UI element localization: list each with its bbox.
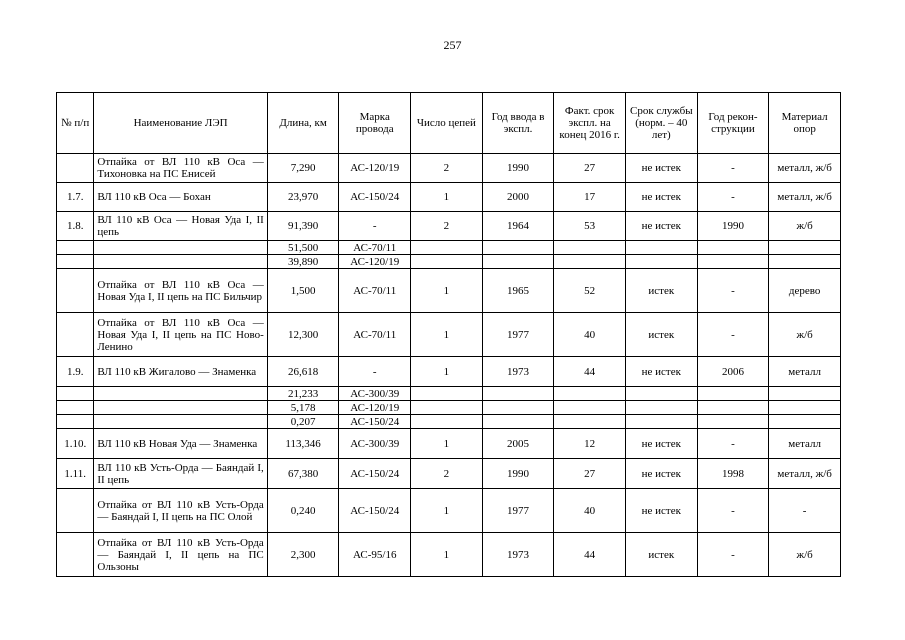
cell-circuits: 1 <box>411 313 483 357</box>
cell-wire-brand: АС-150/24 <box>339 183 411 212</box>
cell-number <box>57 415 94 429</box>
cell-line-name <box>94 387 267 401</box>
cell-length: 0,207 <box>267 415 339 429</box>
cell-number <box>57 489 94 533</box>
cell-actual-service <box>554 387 626 401</box>
cell-actual-service: 27 <box>554 459 626 489</box>
cell-service-life: не истек <box>625 459 697 489</box>
header-actual-service: Факт. срок экспл. на конец 2016 г. <box>554 93 626 154</box>
cell-circuits: 1 <box>411 183 483 212</box>
cell-service-life <box>625 241 697 255</box>
table-row <box>57 387 841 401</box>
cell-year-reconstruction: - <box>697 489 769 533</box>
header-length: Длина, км <box>267 93 339 154</box>
cell-length: 12,300 <box>267 313 339 357</box>
cell-year-commissioned: 1990 <box>482 154 554 183</box>
cell-service-life <box>625 255 697 269</box>
cell-length: 26,618 <box>267 357 339 387</box>
cell-number <box>57 533 94 577</box>
cell-wire-brand: АС-120/19 <box>339 401 411 415</box>
cell-service-life: истек <box>625 313 697 357</box>
cell-year-reconstruction: - <box>697 154 769 183</box>
cell-service-life <box>625 415 697 429</box>
cell-support-material: - <box>769 489 841 533</box>
cell-service-life: истек <box>625 269 697 313</box>
cell-support-material <box>769 401 841 415</box>
cell-line-name: Отпайка от ВЛ 110 кВ Оса — Тихоновка на ПС Енисей <box>94 154 267 183</box>
cell-length: 113,346 <box>267 429 339 459</box>
cell-number <box>57 241 94 255</box>
cell-wire-brand: АС-120/19 <box>339 154 411 183</box>
cell-wire-brand: АС-95/16 <box>339 533 411 577</box>
table-row <box>57 533 841 577</box>
cell-wire-brand: - <box>339 212 411 241</box>
cell-support-material: металл <box>769 357 841 387</box>
cell-length: 7,290 <box>267 154 339 183</box>
cell-length: 5,178 <box>267 401 339 415</box>
cell-wire-brand: - <box>339 357 411 387</box>
cell-year-reconstruction <box>697 241 769 255</box>
cell-year-commissioned: 1977 <box>482 313 554 357</box>
cell-actual-service <box>554 255 626 269</box>
cell-year-reconstruction: - <box>697 429 769 459</box>
cell-year-reconstruction: - <box>697 183 769 212</box>
cell-circuits: 2 <box>411 459 483 489</box>
power-lines-table <box>56 92 841 577</box>
cell-year-commissioned <box>482 387 554 401</box>
cell-line-name: Отпайка от ВЛ 110 кВ Усть-Орда — Баяндай I, II цепь на ПС Олой <box>94 489 267 533</box>
table-row <box>57 459 841 489</box>
header-line-name: Наименование ЛЭП <box>94 93 267 154</box>
cell-length: 21,233 <box>267 387 339 401</box>
header-year-commissioned: Год ввода в экспл. <box>482 93 554 154</box>
cell-year-commissioned <box>482 241 554 255</box>
cell-number <box>57 387 94 401</box>
cell-service-life: не истек <box>625 154 697 183</box>
cell-line-name: Отпайка от ВЛ 110 кВ Оса — Новая Уда I, II цепь на ПС Ново-Ленино <box>94 313 267 357</box>
cell-support-material: металл, ж/б <box>769 183 841 212</box>
cell-actual-service <box>554 415 626 429</box>
cell-actual-service: 17 <box>554 183 626 212</box>
table-header-row <box>57 93 841 154</box>
cell-length: 91,390 <box>267 212 339 241</box>
header-support-material: Материал опор <box>769 93 841 154</box>
cell-wire-brand: АС-150/24 <box>339 415 411 429</box>
cell-line-name: ВЛ 110 кВ Усть-Орда — Баяндай I, II цепь <box>94 459 267 489</box>
cell-actual-service: 40 <box>554 489 626 533</box>
header-wire-brand: Марка провода <box>339 93 411 154</box>
header-number: № п/п <box>57 93 94 154</box>
cell-service-life: не истек <box>625 212 697 241</box>
cell-support-material: ж/б <box>769 212 841 241</box>
cell-number <box>57 401 94 415</box>
cell-actual-service: 40 <box>554 313 626 357</box>
cell-number: 1.11. <box>57 459 94 489</box>
cell-year-commissioned: 1977 <box>482 489 554 533</box>
table-row <box>57 183 841 212</box>
cell-line-name <box>94 415 267 429</box>
cell-number <box>57 269 94 313</box>
cell-line-name: ВЛ 110 кВ Жигалово — Знаменка <box>94 357 267 387</box>
cell-year-reconstruction <box>697 255 769 269</box>
cell-wire-brand: АС-300/39 <box>339 429 411 459</box>
cell-circuits: 1 <box>411 429 483 459</box>
cell-length: 67,380 <box>267 459 339 489</box>
cell-year-commissioned: 2005 <box>482 429 554 459</box>
cell-wire-brand: АС-150/24 <box>339 489 411 533</box>
cell-circuits <box>411 401 483 415</box>
cell-actual-service: 44 <box>554 357 626 387</box>
cell-circuits: 2 <box>411 212 483 241</box>
cell-support-material: металл <box>769 429 841 459</box>
cell-support-material <box>769 255 841 269</box>
table-row <box>57 212 841 241</box>
cell-circuits <box>411 241 483 255</box>
cell-year-commissioned: 2000 <box>482 183 554 212</box>
cell-support-material <box>769 241 841 255</box>
cell-length: 39,890 <box>267 255 339 269</box>
cell-service-life <box>625 401 697 415</box>
cell-number <box>57 313 94 357</box>
cell-year-commissioned: 1965 <box>482 269 554 313</box>
cell-year-reconstruction: 2006 <box>697 357 769 387</box>
cell-length: 51,500 <box>267 241 339 255</box>
cell-circuits: 2 <box>411 154 483 183</box>
cell-line-name: Отпайка от ВЛ 110 кВ Усть-Орда — Баяндай I, II цепь на ПС Ользоны <box>94 533 267 577</box>
cell-support-material: ж/б <box>769 313 841 357</box>
cell-year-commissioned: 1973 <box>482 533 554 577</box>
header-service-life: Срок службы (норм. – 40 лет) <box>625 93 697 154</box>
cell-circuits: 1 <box>411 489 483 533</box>
cell-wire-brand: АС-150/24 <box>339 459 411 489</box>
cell-support-material <box>769 387 841 401</box>
table-row <box>57 415 841 429</box>
cell-line-name <box>94 401 267 415</box>
cell-length: 0,240 <box>267 489 339 533</box>
cell-line-name <box>94 255 267 269</box>
cell-year-reconstruction <box>697 415 769 429</box>
cell-service-life: не истек <box>625 429 697 459</box>
cell-service-life: не истек <box>625 489 697 533</box>
cell-service-life: истек <box>625 533 697 577</box>
cell-support-material: металл, ж/б <box>769 459 841 489</box>
cell-wire-brand: АС-70/11 <box>339 269 411 313</box>
cell-year-commissioned: 1973 <box>482 357 554 387</box>
cell-number: 1.7. <box>57 183 94 212</box>
header-year-reconstruction: Год рекон-струкции <box>697 93 769 154</box>
cell-circuits <box>411 387 483 401</box>
table-row <box>57 489 841 533</box>
cell-year-commissioned: 1990 <box>482 459 554 489</box>
cell-service-life <box>625 387 697 401</box>
cell-year-reconstruction: 1998 <box>697 459 769 489</box>
cell-year-reconstruction <box>697 401 769 415</box>
cell-wire-brand: АС-70/11 <box>339 313 411 357</box>
cell-circuits: 1 <box>411 357 483 387</box>
cell-number: 1.9. <box>57 357 94 387</box>
cell-support-material <box>769 415 841 429</box>
cell-length: 1,500 <box>267 269 339 313</box>
cell-actual-service <box>554 241 626 255</box>
cell-support-material: дерево <box>769 269 841 313</box>
cell-number: 1.10. <box>57 429 94 459</box>
table-row <box>57 255 841 269</box>
header-circuits: Число цепей <box>411 93 483 154</box>
cell-number: 1.8. <box>57 212 94 241</box>
table-row <box>57 313 841 357</box>
cell-line-name <box>94 241 267 255</box>
cell-actual-service: 53 <box>554 212 626 241</box>
cell-circuits <box>411 415 483 429</box>
cell-year-reconstruction: 1990 <box>697 212 769 241</box>
page-number: 257 <box>443 38 462 52</box>
cell-line-name: ВЛ 110 кВ Оса — Новая Уда I, II цепь <box>94 212 267 241</box>
cell-year-reconstruction: - <box>697 313 769 357</box>
cell-line-name: Отпайка от ВЛ 110 кВ Оса — Новая Уда I, II цепь на ПС Бильчир <box>94 269 267 313</box>
cell-line-name: ВЛ 110 кВ Оса — Бохан <box>94 183 267 212</box>
cell-year-reconstruction: - <box>697 533 769 577</box>
cell-circuits: 1 <box>411 533 483 577</box>
cell-actual-service: 12 <box>554 429 626 459</box>
cell-wire-brand: АС-70/11 <box>339 241 411 255</box>
cell-year-commissioned <box>482 255 554 269</box>
table-row <box>57 357 841 387</box>
cell-actual-service: 27 <box>554 154 626 183</box>
cell-wire-brand: АС-300/39 <box>339 387 411 401</box>
cell-actual-service: 52 <box>554 269 626 313</box>
cell-year-commissioned <box>482 415 554 429</box>
cell-length: 23,970 <box>267 183 339 212</box>
cell-actual-service: 44 <box>554 533 626 577</box>
cell-year-commissioned <box>482 401 554 415</box>
cell-year-reconstruction <box>697 387 769 401</box>
cell-year-reconstruction: - <box>697 269 769 313</box>
cell-number <box>57 154 94 183</box>
cell-number <box>57 255 94 269</box>
table-row <box>57 269 841 313</box>
table-row <box>57 241 841 255</box>
cell-year-commissioned: 1964 <box>482 212 554 241</box>
cell-actual-service <box>554 401 626 415</box>
table-row <box>57 429 841 459</box>
cell-length: 2,300 <box>267 533 339 577</box>
cell-support-material: металл, ж/б <box>769 154 841 183</box>
cell-support-material: ж/б <box>769 533 841 577</box>
cell-circuits <box>411 255 483 269</box>
cell-service-life: не истек <box>625 357 697 387</box>
cell-wire-brand: АС-120/19 <box>339 255 411 269</box>
cell-circuits: 1 <box>411 269 483 313</box>
table-row <box>57 401 841 415</box>
cell-service-life: не истек <box>625 183 697 212</box>
table-row <box>57 154 841 183</box>
cell-line-name: ВЛ 110 кВ Новая Уда — Знаменка <box>94 429 267 459</box>
